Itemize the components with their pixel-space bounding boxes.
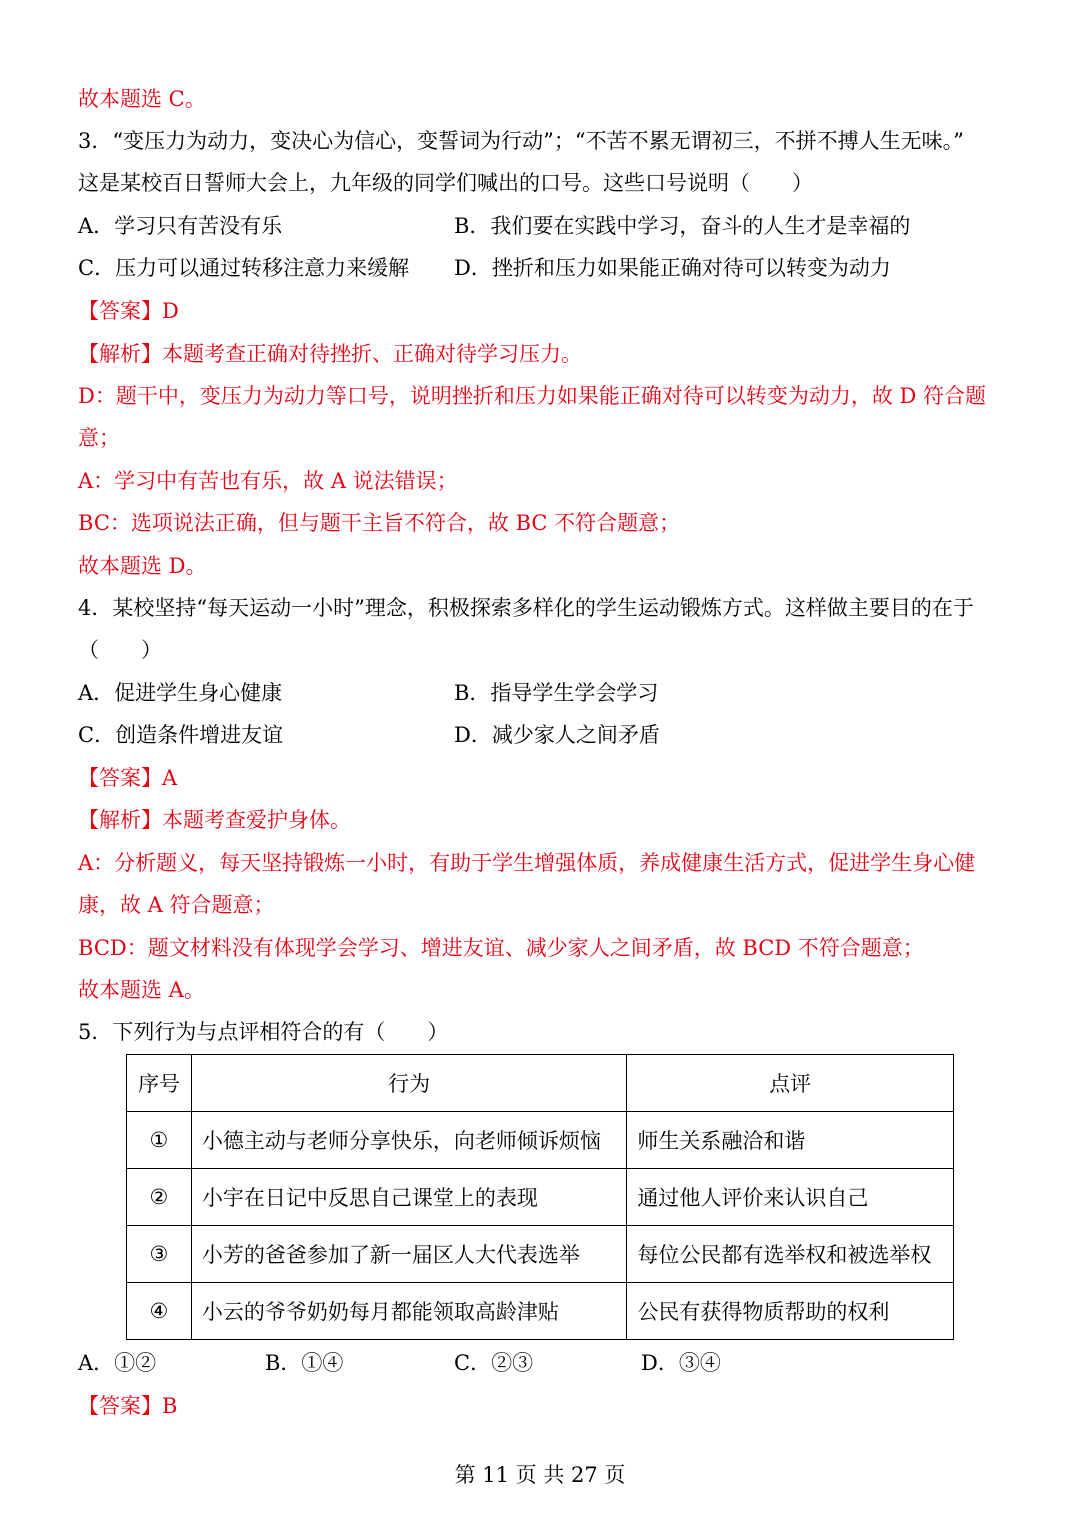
row-index: ① [127, 1112, 192, 1169]
row-index: ② [127, 1169, 192, 1226]
q4-option-a: A．促进学生身心健康 [78, 681, 283, 705]
q3-option-b: B．我们要在实践中学习，奋斗的人生才是幸福的 [454, 214, 911, 238]
table-header-index: 序号 [127, 1055, 192, 1112]
q3-explain-d-line2: 意； [78, 426, 120, 450]
prev-conclusion: 故本题选 C。 [78, 87, 206, 111]
q5-option-c: C．②③ [454, 1351, 534, 1375]
q5-option-d: D．③④ [641, 1351, 721, 1375]
row-comment: 通过他人评价来认识自己 [627, 1169, 954, 1226]
q5-stem: 5．下列行为与点评相符合的有（ ） [78, 1020, 449, 1044]
table-header-comment: 点评 [627, 1055, 954, 1112]
q5-table [126, 1054, 954, 1340]
q3-option-d: D．挫折和压力如果能正确对待可以转变为动力 [454, 256, 891, 280]
q4-answer: 【答案】A [78, 766, 178, 790]
q3-analysis: 【解析】本题考查正确对待挫折、正确对待学习压力。 [78, 342, 582, 366]
q4-option-c: C．创造条件增进友谊 [78, 723, 284, 747]
row-comment: 师生关系融洽和谐 [627, 1112, 954, 1169]
q3-explain-a: A：学习中有苦也有乐，故 A 说法错误； [78, 469, 458, 493]
row-index: ④ [127, 1283, 192, 1340]
q4-conclusion: 故本题选 A。 [78, 978, 205, 1002]
q4-stem-line1: 4．某校坚持“每天运动一小时”理念，积极探索多样化的学生运动锻炼方式。这样做主要目的在于 [78, 596, 974, 620]
row-index: ③ [127, 1226, 192, 1283]
table-row [127, 1169, 954, 1226]
q5-option-a: A．①② [78, 1351, 157, 1375]
q4-stem-line2: （ ） [78, 638, 162, 662]
q3-option-a: A．学习只有苦没有乐 [78, 214, 283, 238]
row-behavior: 小芳的爸爸参加了新一届区人大代表选举 [191, 1226, 626, 1283]
table-header-row [127, 1055, 954, 1112]
q3-stem-line2: 这是某校百日誓师大会上，九年级的同学们喊出的口号。这些口号说明（ ） [78, 171, 813, 195]
q4-option-d: D．减少家人之间矛盾 [454, 723, 660, 747]
row-behavior: 小宇在日记中反思自己课堂上的表现 [191, 1169, 626, 1226]
q3-option-c: C．压力可以通过转移注意力来缓解 [78, 256, 410, 280]
row-behavior: 小德主动与老师分享快乐，向老师倾诉烦恼 [191, 1112, 626, 1169]
table-header-behavior: 行为 [191, 1055, 626, 1112]
row-comment: 每位公民都有选举权和被选举权 [627, 1226, 954, 1283]
q3-stem-line1: 3．“变压力为动力，变决心为信心，变誓词为行动”；“不苦不累无谓初三，不拼不搏人生无味。” [78, 129, 964, 153]
row-behavior: 小云的爷爷奶奶每月都能领取高龄津贴 [191, 1283, 626, 1340]
q3-explain-d-line1: D：题干中，变压力为动力等口号，说明挫折和压力如果能正确对待可以转变为动力，故 D 符合题 [78, 384, 987, 408]
row-comment: 公民有获得物质帮助的权利 [627, 1283, 954, 1340]
q3-conclusion: 故本题选 D。 [78, 554, 207, 578]
q5-answer: 【答案】B [78, 1394, 178, 1418]
q5-option-b: B．①④ [265, 1351, 344, 1375]
table-row [127, 1226, 954, 1283]
table-row [127, 1112, 954, 1169]
q4-explain-bcd: BCD：题文材料没有体现学会学习、增进友谊、减少家人之间矛盾，故 BCD 不符合题意； [78, 936, 924, 960]
q4-analysis: 【解析】本题考查爱护身体。 [78, 808, 351, 832]
q3-answer: 【答案】D [78, 299, 179, 323]
q4-option-b: B．指导学生学会学习 [454, 681, 659, 705]
q3-explain-bc: BC：选项说法正确，但与题干主旨不符合，故 BC 不符合题意； [78, 511, 681, 535]
q4-explain-a-line1: A：分析题义，每天坚持锻炼一小时，有助于学生增强体质，养成健康生活方式，促进学生身心健 [78, 851, 976, 875]
page-footer: 第 11 页 共 27 页 [454, 1463, 626, 1487]
table-row [127, 1283, 954, 1340]
q4-explain-a-line2: 康，故 A 符合题意； [78, 893, 275, 917]
